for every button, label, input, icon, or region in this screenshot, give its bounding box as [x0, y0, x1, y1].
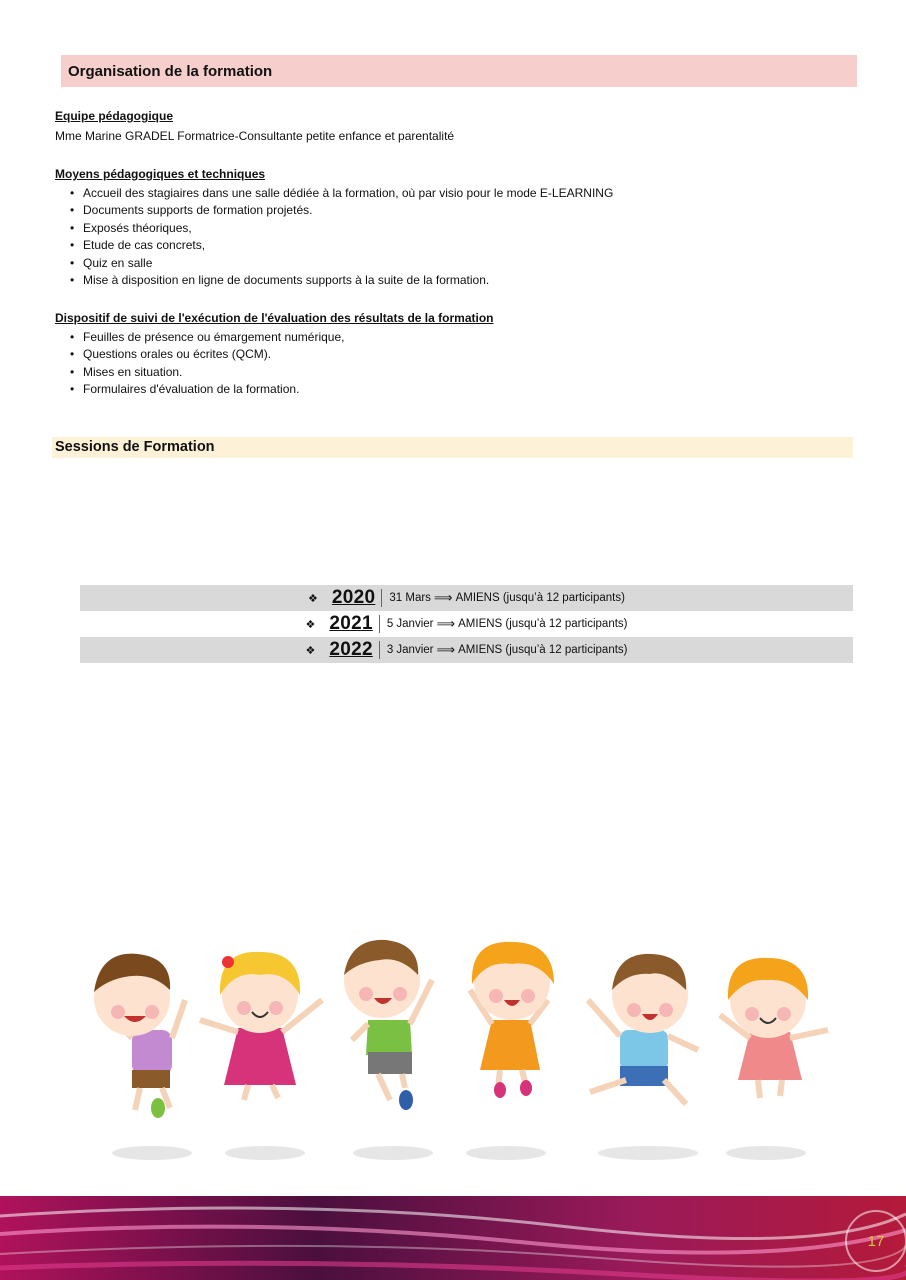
- session-year: 2022: [329, 639, 373, 660]
- list-item: [55, 202, 613, 219]
- session-date: 5 Janvier: [386, 618, 434, 630]
- session-row: [80, 637, 853, 663]
- sessions-heading: Sessions de Formation: [52, 437, 853, 458]
- list-item-text: Questions orales ou écrites (QCM).: [83, 347, 272, 362]
- divider: [381, 589, 382, 607]
- moyens-section: [55, 166, 613, 289]
- arrow-right-icon: ⟹: [436, 642, 456, 657]
- list-item-text: Feuilles de présence ou émargement numérique,: [83, 330, 345, 344]
- child-4: [470, 942, 554, 1098]
- list-item-text: Formulaires d'évaluation de la formation.: [83, 382, 300, 397]
- child-2: [200, 952, 322, 1100]
- list-item: [55, 329, 493, 346]
- bullet-icon: •: [70, 203, 75, 218]
- list-item: [55, 255, 613, 272]
- equipe-title: Equipe pédagogique: [55, 109, 174, 123]
- divider: [379, 641, 380, 659]
- moyens-list: [55, 185, 613, 289]
- list-item: [55, 237, 613, 254]
- moyens-title: Moyens pédagogiques et techniques: [55, 167, 266, 181]
- session-place: AMIENS (jusqu’à 12 participants): [458, 644, 628, 656]
- bullet-icon: •: [70, 330, 75, 344]
- equipe-section: [55, 108, 454, 145]
- dispositif-title: Dispositif de suivi de l'exécution de l'évaluation des résultats de la formation: [55, 311, 494, 325]
- dispositif-section: [55, 310, 493, 399]
- diamond-bullet-icon: ❖: [308, 592, 318, 605]
- session-date: 31 Mars: [389, 592, 431, 604]
- bullet-icon: •: [70, 220, 75, 235]
- list-item-text: Etude de cas concrets,: [83, 238, 206, 253]
- list-item-text: Documents supports de formation projetés.: [83, 203, 313, 218]
- child-1: [94, 954, 185, 1118]
- session-place: AMIENS (jusqu’à 12 participants): [458, 618, 628, 630]
- list-item-text: Exposés théoriques,: [83, 220, 192, 235]
- decorative-footer-band: [0, 1196, 906, 1280]
- page-number-text: 17: [867, 1232, 885, 1250]
- list-item-text: Mises en situation.: [83, 364, 183, 379]
- list-item: [55, 381, 493, 398]
- divider: [379, 615, 380, 633]
- session-place: AMIENS (jusqu’à 12 participants): [455, 592, 625, 604]
- diamond-bullet-icon: ❖: [305, 618, 316, 631]
- bullet-icon: •: [70, 347, 75, 362]
- diamond-bullet-icon: ❖: [305, 644, 316, 657]
- child-3: [344, 940, 432, 1110]
- arrow-right-icon: ⟹: [436, 616, 456, 631]
- session-date: 3 Janvier: [386, 644, 434, 656]
- bullet-icon: •: [70, 255, 75, 270]
- child-5: [588, 954, 698, 1104]
- arrow-right-icon: ⟹: [433, 590, 453, 605]
- session-row: [80, 585, 853, 611]
- organisation-heading: Organisation de la formation: [61, 55, 857, 87]
- bullet-icon: •: [70, 238, 75, 253]
- dispositif-list: [55, 329, 493, 399]
- list-item: [55, 220, 613, 237]
- list-item-text: Accueil des stagiaires dans une salle dédiée à la formation, où par visio pour le mode E-LEARNING: [83, 186, 614, 200]
- bullet-icon: •: [70, 186, 75, 200]
- bullet-icon: •: [70, 382, 75, 397]
- bullet-icon: •: [70, 273, 75, 288]
- equipe-text: Mme Marine GRADEL Formatrice-Consultante petite enfance et parentalité: [55, 129, 455, 143]
- session-row: [80, 611, 853, 637]
- bullet-icon: •: [70, 364, 75, 379]
- list-item: [55, 185, 613, 202]
- list-item: [55, 272, 613, 289]
- list-item-text: Mise à disposition en ligne de documents supports à la suite de la formation.: [83, 273, 490, 288]
- jumping-children-illustration: [60, 920, 850, 1170]
- list-item-text: Quiz en salle: [83, 255, 153, 270]
- list-item: [55, 364, 493, 381]
- session-year: 2021: [329, 613, 373, 634]
- child-6: [720, 958, 828, 1098]
- shadows: [112, 1146, 806, 1160]
- session-year: 2020: [331, 587, 376, 608]
- list-item: [55, 346, 493, 363]
- page-number: [845, 1210, 906, 1272]
